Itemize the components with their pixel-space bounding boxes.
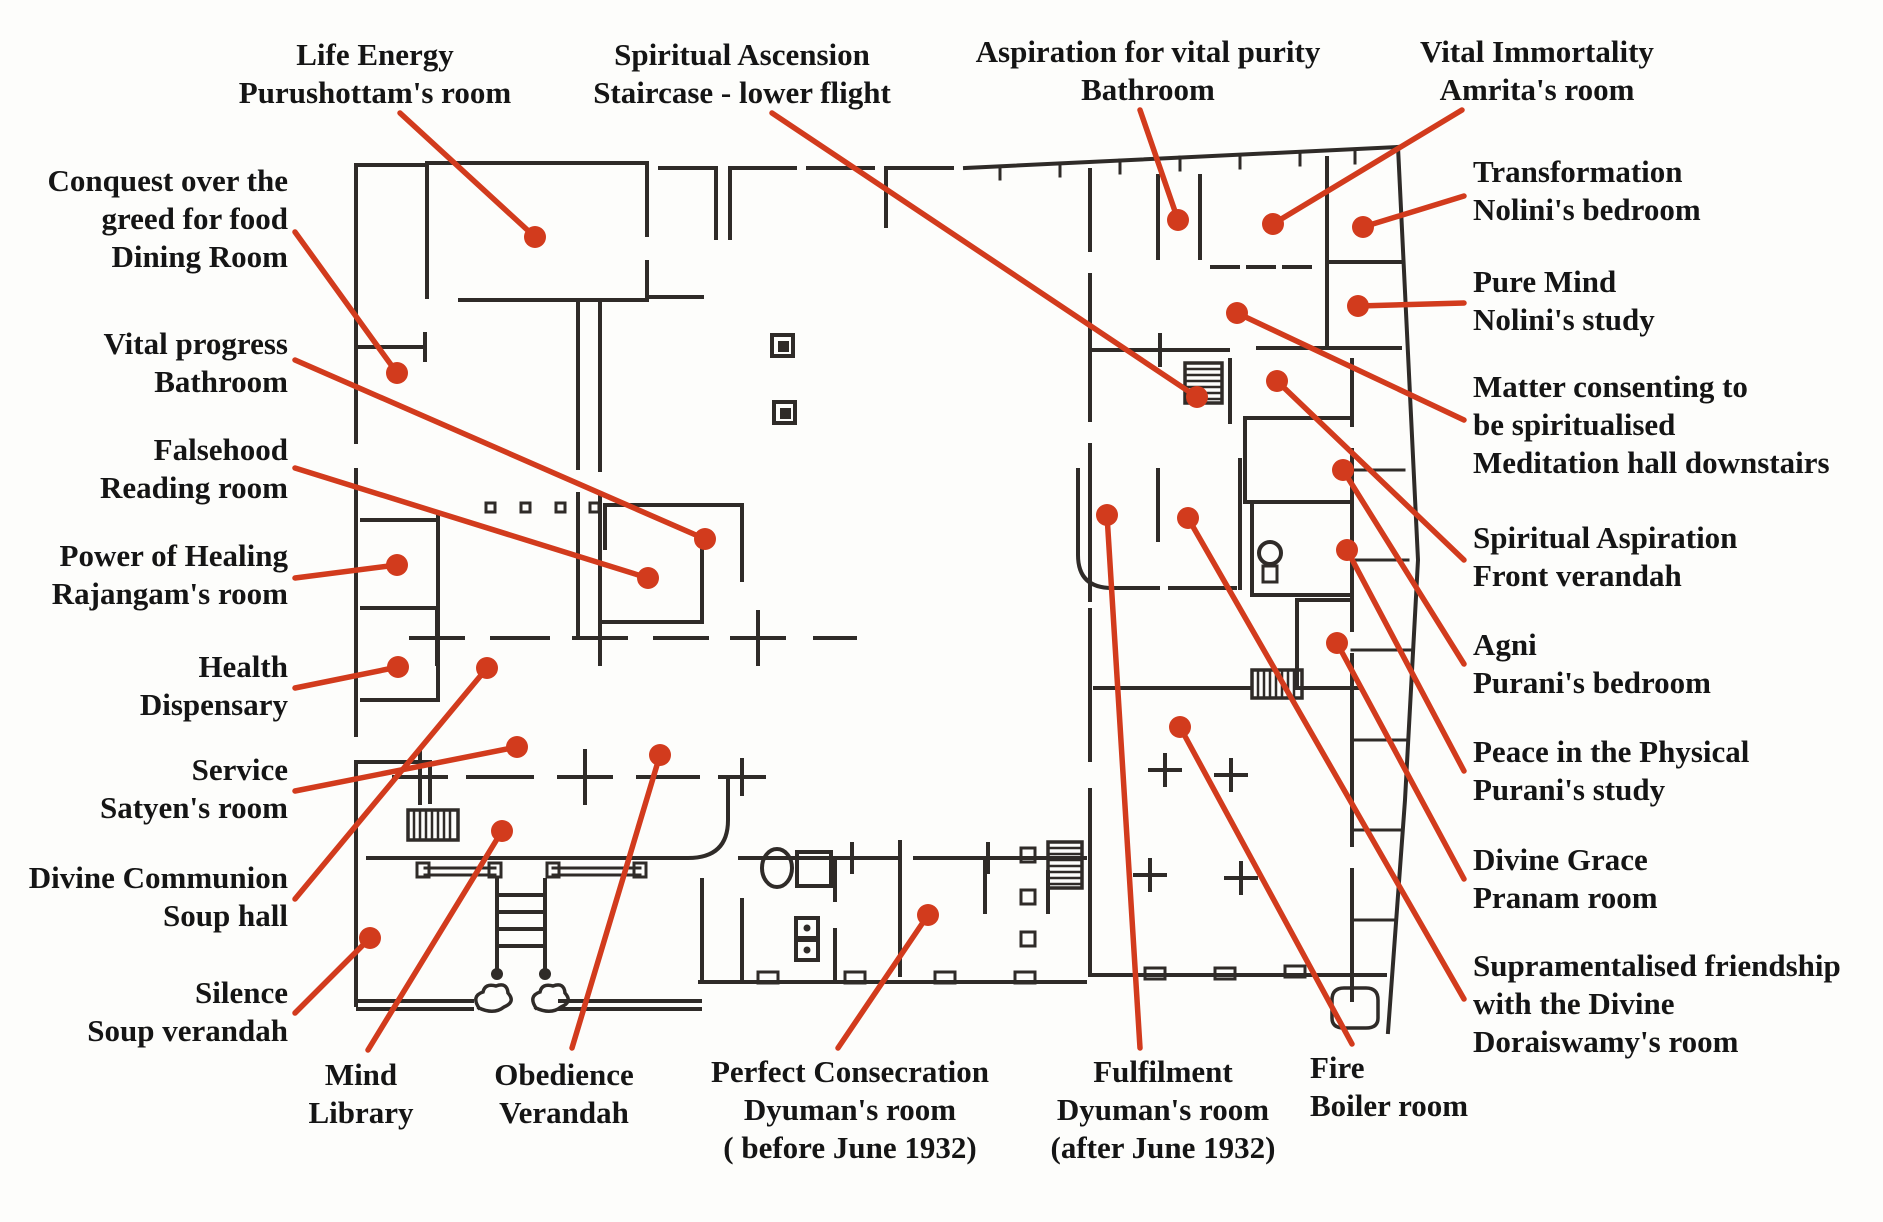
room-label-fire: [1310, 1049, 1468, 1125]
room-label-line: Staircase - lower flight: [593, 75, 891, 110]
marker-dot-health: [387, 656, 409, 678]
room-label-line: Front verandah: [1473, 558, 1682, 593]
room-label-line: Dyuman's room: [1056, 1092, 1270, 1127]
marker-dot-silence: [359, 927, 381, 949]
marker-dot-peace-in-the-physical: [1336, 539, 1358, 561]
room-label-spiritual-ascension: [593, 36, 891, 112]
marker-dot-fire: [1169, 716, 1191, 738]
marker-dot-aspiration-vital-purity: [1167, 209, 1189, 231]
room-label-line: Conquest over the: [47, 163, 288, 198]
room-label-line: Nolini's study: [1473, 302, 1655, 337]
room-label-line: Satyen's room: [99, 790, 288, 825]
room-label-line: Peace in the Physical: [1473, 734, 1750, 769]
leader-line-pure-mind: [1358, 303, 1464, 306]
room-label-line: Fulfilment: [1093, 1054, 1233, 1089]
room-label-line: Falsehood: [153, 432, 288, 467]
room-label-line: Amrita's room: [1439, 72, 1635, 107]
room-label-line: Transformation: [1473, 154, 1683, 189]
room-label-line: Fire: [1310, 1050, 1365, 1085]
leader-line-conquest-greed-food: [295, 232, 397, 373]
room-label-line: Agni: [1473, 627, 1537, 662]
marker-dot-spiritual-aspiration: [1266, 370, 1288, 392]
room-label-line: Health: [198, 649, 288, 684]
marker-dot-vital-progress: [694, 528, 716, 550]
room-label-line: Purani's study: [1473, 772, 1666, 807]
room-label-vital-progress: [103, 325, 288, 401]
room-label-falsehood: [100, 431, 288, 507]
room-label-perfect-consecration: [711, 1053, 989, 1167]
room-label-line: Dispensary: [139, 687, 288, 722]
room-label-line: Silence: [195, 975, 288, 1010]
marker-dot-perfect-consecration: [917, 904, 939, 926]
room-label-line: Aspiration for vital purity: [975, 34, 1321, 69]
room-label-line: Meditation hall downstairs: [1473, 445, 1830, 480]
room-label-life-energy: [239, 36, 511, 112]
room-label-line: Bathroom: [154, 364, 288, 399]
marker-dot-agni: [1332, 459, 1354, 481]
marker-dot-supramentalised-friendship: [1177, 507, 1199, 529]
leader-line-peace-in-the-physical: [1347, 550, 1464, 771]
room-label-line: Spiritual Ascension: [614, 37, 870, 72]
room-label-line: (after June 1932): [1050, 1130, 1276, 1165]
room-label-aspiration-vital-purity: [976, 33, 1321, 109]
room-label-line: Vital progress: [103, 326, 288, 361]
room-label-line: Divine Grace: [1473, 842, 1648, 877]
room-label-line: Nolini's bedroom: [1473, 192, 1701, 227]
room-label-line: Mind: [324, 1057, 398, 1092]
room-label-line: Obedience: [494, 1057, 634, 1092]
room-label-service: [100, 751, 288, 827]
room-label-line: ( before June 1932): [723, 1130, 977, 1165]
room-label-mind: [308, 1056, 413, 1132]
room-label-line: Spiritual Aspiration: [1473, 520, 1738, 555]
room-label-line: Life Energy: [296, 37, 454, 72]
room-label-conquest-greed-food: [47, 162, 288, 276]
marker-dot-spiritual-ascension: [1186, 386, 1208, 408]
marker-dot-matter-consenting: [1226, 302, 1248, 324]
leader-line-mind: [368, 831, 502, 1050]
room-label-line: Purushottam's room: [238, 75, 512, 110]
room-label-power-of-healing: [52, 537, 288, 613]
room-label-line: Doraiswamy's room: [1473, 1024, 1739, 1059]
room-label-divine-grace: [1473, 841, 1658, 917]
marker-dot-life-energy: [524, 226, 546, 248]
room-label-peace-in-the-physical: [1473, 733, 1749, 809]
room-label-vital-immortality: [1420, 33, 1654, 109]
room-label-line: Boiler room: [1310, 1088, 1469, 1123]
marker-dot-fulfilment: [1096, 504, 1118, 526]
room-label-line: Dyuman's room: [743, 1092, 957, 1127]
room-label-line: Power of Healing: [59, 538, 288, 573]
marker-dot-obedience: [649, 744, 671, 766]
room-label-line: greed for food: [101, 201, 288, 236]
room-label-line: Supramentalised friendship: [1473, 948, 1841, 983]
room-label-line: Purani's bedroom: [1473, 665, 1711, 700]
room-label-line: Pranam room: [1473, 880, 1658, 915]
marker-dot-falsehood: [637, 567, 659, 589]
leader-line-transformation: [1363, 196, 1464, 227]
room-label-line: Divine Communion: [28, 860, 288, 895]
leader-line-fulfilment: [1107, 515, 1140, 1048]
room-label-agni: [1473, 626, 1711, 702]
leader-line-power-of-healing: [295, 565, 397, 578]
leader-line-fire: [1180, 727, 1352, 1044]
room-label-line: Rajangam's room: [51, 576, 288, 611]
room-label-supramentalised-friendship: [1473, 947, 1841, 1061]
leader-line-spiritual-ascension: [772, 113, 1197, 397]
marker-dot-mind: [491, 820, 513, 842]
room-label-line: Vital Immortality: [1420, 34, 1654, 69]
room-label-line: Reading room: [99, 470, 288, 505]
room-label-pure-mind: [1473, 263, 1655, 339]
room-label-matter-consenting: [1473, 368, 1830, 482]
room-label-line: Soup hall: [163, 898, 288, 933]
marker-dot-conquest-greed-food: [386, 362, 408, 384]
room-label-fulfilment: [1051, 1053, 1276, 1167]
room-label-line: Perfect Consecration: [710, 1054, 990, 1089]
plan-linework: [356, 147, 1418, 1032]
room-label-line: Matter consenting to: [1473, 369, 1748, 404]
room-label-line: Service: [191, 752, 288, 787]
marker-dot-power-of-healing: [386, 554, 408, 576]
room-label-line: be spiritualised: [1473, 407, 1676, 442]
leader-line-life-energy: [400, 113, 535, 237]
room-label-divine-communion: [29, 859, 288, 935]
leader-line-health: [295, 667, 398, 688]
room-label-line: Dining Room: [111, 239, 288, 274]
room-label-line: with the Divine: [1473, 986, 1675, 1021]
room-label-obedience: [494, 1056, 634, 1132]
room-label-line: Soup verandah: [87, 1013, 288, 1048]
room-label-spiritual-aspiration: [1473, 519, 1737, 595]
room-label-transformation: [1473, 153, 1701, 229]
marker-dot-divine-communion: [476, 657, 498, 679]
room-label-line: Verandah: [499, 1095, 629, 1130]
marker-dot-divine-grace: [1326, 632, 1348, 654]
room-label-line: Pure Mind: [1473, 264, 1617, 299]
room-label-line: Library: [308, 1095, 414, 1130]
room-label-health: [140, 648, 288, 724]
leader-line-falsehood: [295, 468, 648, 578]
marker-dot-pure-mind: [1347, 295, 1369, 317]
marker-dot-service: [506, 736, 528, 758]
marker-dot-vital-immortality: [1262, 213, 1284, 235]
room-label-line: Bathroom: [1081, 72, 1215, 107]
marker-dot-transformation: [1352, 216, 1374, 238]
room-label-silence: [87, 974, 288, 1050]
